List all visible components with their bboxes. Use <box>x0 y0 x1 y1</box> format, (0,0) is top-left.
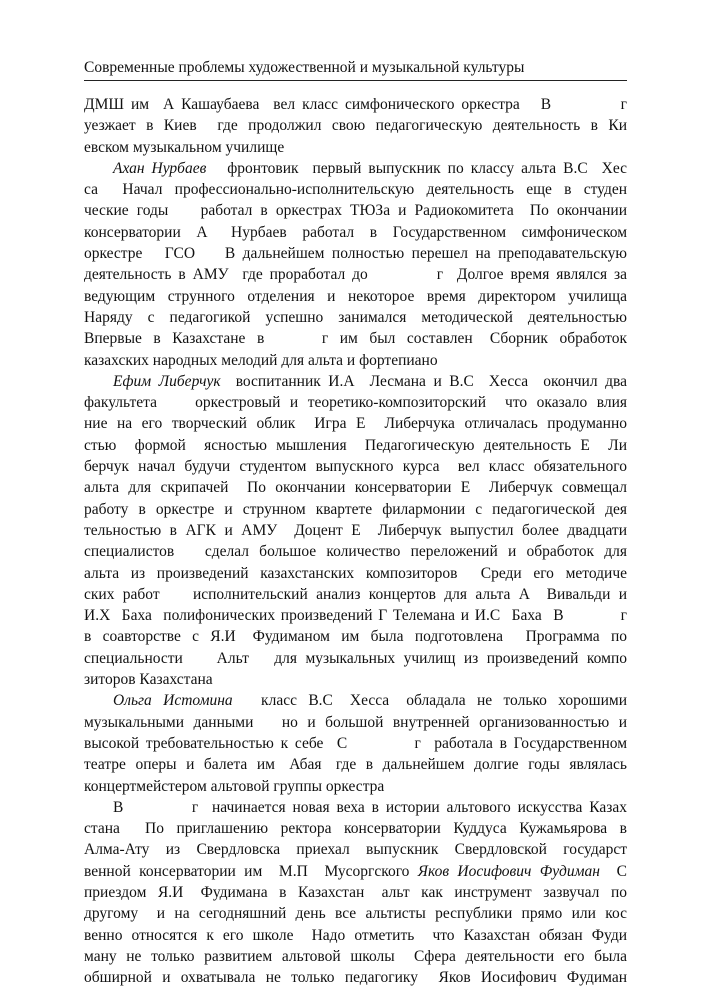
text-line <box>84 648 627 669</box>
italic-name: Ахан Нурбаев <box>113 159 207 177</box>
text-run: С <box>599 862 627 880</box>
text-line <box>84 946 627 967</box>
text-line <box>84 776 627 797</box>
text-run: ведующим струнного отделения и некоторое время директором училища <box>84 287 627 305</box>
text-run: ческие годы работал в оркестрах ТЮЗа и Радиокомитета По окончании <box>84 202 627 220</box>
text-line <box>84 158 627 179</box>
text-line <box>84 222 627 243</box>
text-line <box>84 371 627 392</box>
text-line <box>84 413 627 434</box>
text-line <box>84 626 627 647</box>
text-run: стью формой ясностью мышления Педагогическую деятельность Е Ли <box>84 436 627 454</box>
text-run: факультета оркестровый и теоретико-композиторский что оказало влия <box>84 394 627 412</box>
text-line <box>84 733 627 754</box>
text-line <box>84 94 627 115</box>
text-line <box>84 520 627 541</box>
text-line <box>84 307 627 328</box>
running-head: Современные проблемы художественной и музыкальной культуры <box>84 59 525 76</box>
text-line <box>84 435 627 456</box>
text-run: альта из произведений казахстанских композиторов Среди его методиче <box>84 564 627 582</box>
text-run: Наряду с педагогикой успешно занимался методической деятельностью <box>84 308 627 326</box>
text-line <box>84 690 627 711</box>
text-run: другому и на сегодняшний день все альтисты республики прямо или кос <box>84 905 627 923</box>
text-run: музыкальными данными но и большой внутренней организованностью и <box>84 713 627 731</box>
text-line <box>84 328 627 349</box>
text-line <box>84 179 627 200</box>
text-line <box>84 903 627 924</box>
text-line <box>84 200 627 221</box>
text-run: высокой требовательностью к себе С г работала в Государственном <box>84 734 627 752</box>
text-line <box>84 243 627 264</box>
text-line <box>84 115 627 136</box>
text-run: театре оперы и балета им Абая где в дальнейшем долгие годы являлась <box>84 756 627 774</box>
text-line <box>84 350 627 371</box>
text-line <box>84 861 627 882</box>
text-run: тельностью в АГК и АМУ Доцент Е Либерчук выпустил более двадцати <box>84 521 627 539</box>
text-run: Алма-Ату из Свердловска приехал выпускник Свердловской государст <box>84 841 627 859</box>
text-line <box>84 456 627 477</box>
italic-name: Ольга Истомина <box>113 692 233 710</box>
text-run: ДМШ им А Кашаубаева вел класс симфонического оркестра В г <box>84 96 627 113</box>
text-line <box>84 541 627 562</box>
text-line <box>84 286 627 307</box>
text-line <box>84 264 627 285</box>
text-run: приездом Я.И Фудимана в Казахстан альт как инструмент зазвучал по <box>84 883 627 901</box>
text-run: Впервые в Казахстане в г им был составлен Сборник обработок <box>84 330 627 348</box>
italic-name: Яков Иосифович Фудиман <box>417 862 600 880</box>
text-run: в соавторстве с Я.И Фудиманом им была подготовлена Программа по <box>84 628 627 646</box>
text-line <box>84 882 627 903</box>
text-line <box>84 797 627 818</box>
text-run: венно относятся к его школе Надо отметить что Казахстан обязан Фуди <box>84 926 627 944</box>
text-run: казахских народных мелодий для альта и фортепиано <box>84 351 438 369</box>
text-line <box>84 563 627 584</box>
text-run: В г начинается новая веха в истории альтового искусства Казах <box>113 798 627 816</box>
text-run: И.Х Баха полифонических произведений Г Телемана и И.С Баха В г <box>84 607 627 625</box>
text-run: класс В.С Хесса обладала не только хорошими <box>232 692 627 710</box>
text-line <box>84 392 627 413</box>
text-run: фронтовик первый выпускник по классу альта В.С Хес <box>206 159 627 177</box>
text-line <box>84 605 627 626</box>
text-line <box>84 669 627 690</box>
text-line <box>84 477 627 498</box>
text-run: деятельность в АМУ где проработал до г Долгое время являлся за <box>84 266 627 284</box>
text-line <box>84 584 627 605</box>
text-line <box>84 754 627 775</box>
text-run: специалистов сделал большое количество переложений и обработок для <box>84 543 627 561</box>
text-run: стана По приглашению ректора консерватории Куддуса Кужамьярова в <box>84 820 627 838</box>
text-line <box>84 712 627 733</box>
text-line <box>84 925 627 946</box>
text-run: са Начал профессионально-исполнительскую деятельность еще в студен <box>84 181 627 199</box>
text-run: ских работ исполнительский анализ концертов для альта А Вивальди и <box>84 585 627 603</box>
text-run: уезжает в Киев где продолжил свою педагогическую деятельность в Ки <box>84 117 627 135</box>
text-line <box>84 967 627 988</box>
text-run: специальности Альт для музыкальных училищ из произведений компо <box>84 649 627 667</box>
text-run: ману не только развитием альтовой школы Сфера деятельности его была <box>84 947 627 965</box>
text-line <box>84 839 627 860</box>
text-run: консерватории А Нурбаев работал в Государственном симфоническом <box>84 223 627 241</box>
text-run: обширной и охватывала не только педагогику Яков Иосифович Фудиман <box>84 969 627 987</box>
text-line <box>84 137 627 158</box>
italic-name: Ефим Либерчук <box>113 372 221 390</box>
text-run: зиторов Казахстана <box>84 671 213 689</box>
text-run: воспитанник И.А Лесмана и В.С Хесса окончил два <box>220 372 627 390</box>
text-line <box>84 818 627 839</box>
text-line <box>84 499 627 520</box>
text-run: ние на его творческий облик Игра Е Либерчука отличалась продуманно <box>84 415 627 433</box>
text-run: работу в оркестре и струнном квартете филармонии с педагогической дея <box>84 500 627 518</box>
text-run: концертмейстером альтовой группы оркестра <box>84 777 385 795</box>
header-rule <box>84 80 627 81</box>
text-run: евском музыкальном училище <box>84 138 285 156</box>
text-run: оркестре ГСО В дальнейшем полностью перешел на преподавательскую <box>84 245 627 263</box>
text-run: венной консерватории им М.П Мусоргского <box>84 862 418 880</box>
text-run: берчук начал будучи студентом выпускного курса вел класс обязательного <box>84 458 627 476</box>
body-text <box>84 94 627 988</box>
text-run: альта для скрипачей По окончании консерватории Е Либерчук совмещал <box>84 479 627 497</box>
